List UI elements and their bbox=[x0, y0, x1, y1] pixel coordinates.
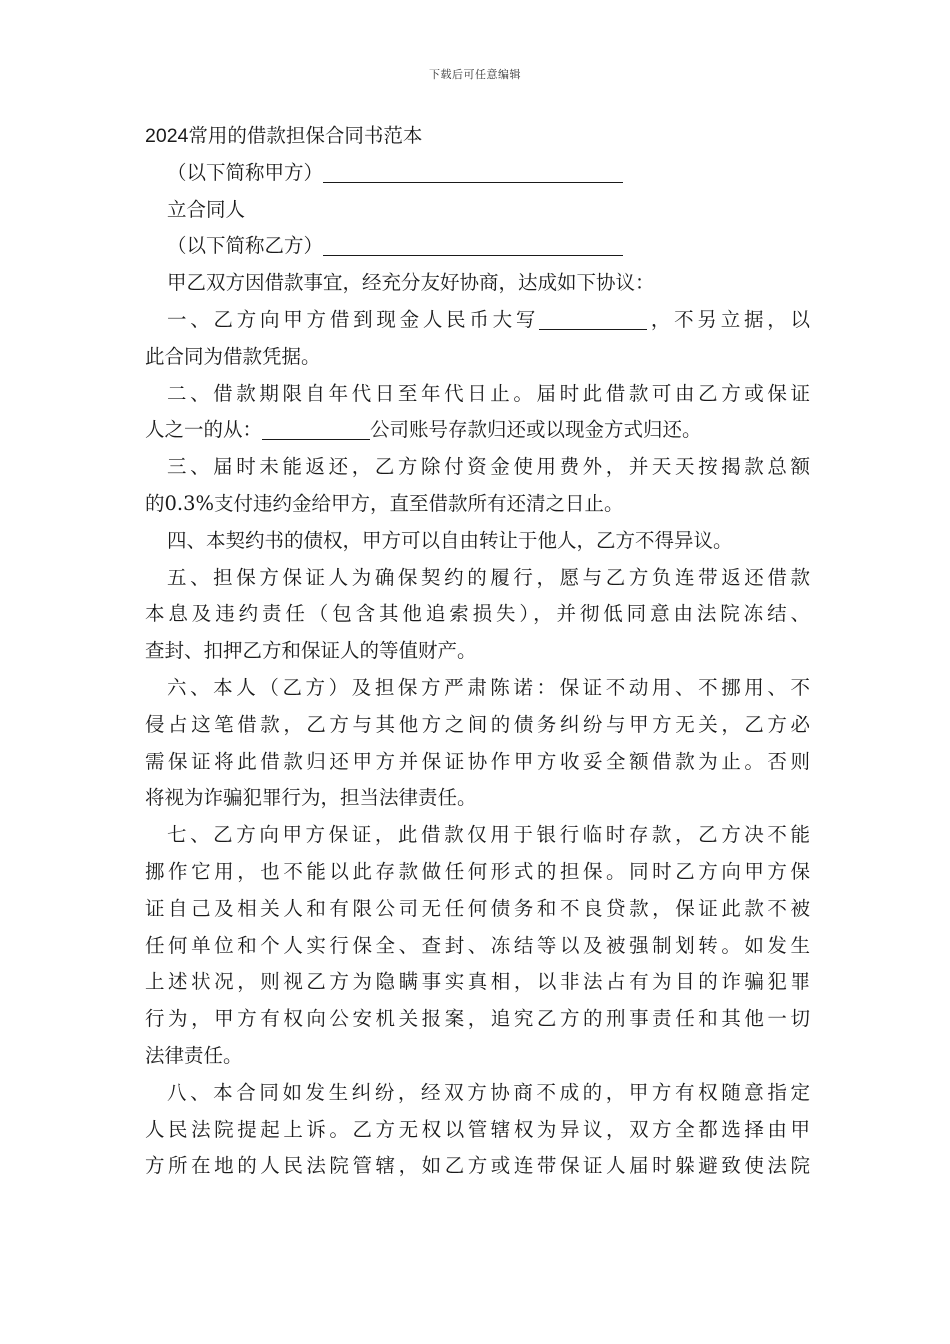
clause-7-line-7: 法律责任。 bbox=[145, 1043, 243, 1067]
clause-1-line-1 bbox=[145, 302, 810, 339]
document-body bbox=[145, 118, 810, 1185]
clause-2-line-2 bbox=[145, 412, 810, 449]
clause-6-line-4: 将视为诈骗犯罪行为，担当法律责任。 bbox=[145, 786, 477, 810]
clause-6-line-2: 侵占这笔借款，乙方与其他方之间的债务纠纷与甲方无关，乙方必 bbox=[145, 712, 810, 736]
clause-5-line-3: 查封、扣押乙方和保证人的等值财产。 bbox=[145, 639, 477, 663]
company-blank bbox=[262, 417, 370, 440]
clause-8-line-2: 人民法院提起上诉。乙方无权以管辖权为异议，双方全都选择由甲 bbox=[145, 1117, 810, 1141]
header-note: 下载后可任意编辑 bbox=[429, 68, 521, 81]
clause-3-line-1: 三、届时未能返还，乙方除付资金使用费外，并天天按揭款总额 bbox=[167, 455, 810, 479]
clause-8-line-3: 方所在地的人民法院管辖，如乙方或连带保证人届时躲避致使法院 bbox=[145, 1154, 810, 1178]
party-b-line bbox=[145, 228, 810, 265]
signer-line: 立合同人 bbox=[167, 197, 246, 221]
clause-5-line-1: 五、担保方保证人为确保契约的履行，愿与乙方负连带返还借款 bbox=[167, 565, 810, 589]
clause-7-line-1: 七、乙方向甲方保证，此借款仅用于银行临时存款，乙方决不能 bbox=[167, 823, 810, 847]
clause-1-line-2: 此合同为借款凭据。 bbox=[145, 344, 321, 368]
clause-1-text-a: 一、乙方向甲方借到现金人民币大写 bbox=[167, 307, 540, 331]
clause-6-line-1: 六、本人（乙方）及担保方严肃陈诺：保证不动用、不挪用、不 bbox=[167, 675, 810, 699]
clause-2-text-b: 公司账号存款归还或以现金方式归还。 bbox=[370, 418, 702, 442]
clause-7-line-4: 任何单位和个人实行保全、查封、冻结等以及被强制划转。如发生 bbox=[145, 933, 810, 957]
party-a-label: （以下简称甲方） bbox=[167, 160, 324, 184]
clause-2-line-1: 二、借款期限自年代日至年代日止。届时此借款可由乙方或保证 bbox=[167, 381, 810, 405]
clause-7-line-5: 上述状况，则视乙方为隐瞒事实真相，以非法占有为目的诈骗犯罪 bbox=[145, 970, 810, 994]
amount-blank bbox=[539, 307, 647, 330]
clause-7-line-2: 挪作它用，也不能以此存款做任何形式的担保。同时乙方向甲方保 bbox=[145, 859, 810, 883]
intro-paragraph: 甲乙双方因借款事宜，经充分友好协商，达成如下协议： bbox=[167, 271, 655, 295]
party-b-blank bbox=[323, 233, 623, 256]
clause-3-line-2: 的0.3%支付违约金给甲方，直至借款所有还清之日止。 bbox=[145, 491, 624, 515]
party-a-blank bbox=[323, 160, 623, 183]
document-title: 2024常用的借款担保合同书范本 bbox=[145, 125, 423, 147]
clause-5-line-2: 本息及违约责任（包含其他追索损失），并彻低同意由法院冻结、 bbox=[145, 602, 810, 626]
party-a-line bbox=[145, 155, 810, 192]
clause-7-line-3: 证自己及相关人和有限公司无任何债务和不良贷款，保证此款不被 bbox=[145, 896, 810, 920]
clause-2-text-a: 人之一的从： bbox=[145, 418, 263, 442]
clause-7-line-6: 行为，甲方有权向公安机关报案，追究乙方的刑事责任和其他一切 bbox=[145, 1007, 810, 1031]
clause-8-line-1: 八、本合同如发生纠纷，经双方协商不成的，甲方有权随意指定 bbox=[167, 1080, 810, 1104]
clause-4-line-1: 四、本契约书的债权，甲方可以自由转让于他人，乙方不得异议。 bbox=[167, 528, 733, 552]
party-b-label: （以下简称乙方） bbox=[167, 234, 324, 258]
clause-6-line-3: 需保证将此借款归还甲方并保证协作甲方收妥全额借款为止。否则 bbox=[145, 749, 810, 773]
clause-1-text-b: ，不另立据，以 bbox=[647, 307, 810, 331]
